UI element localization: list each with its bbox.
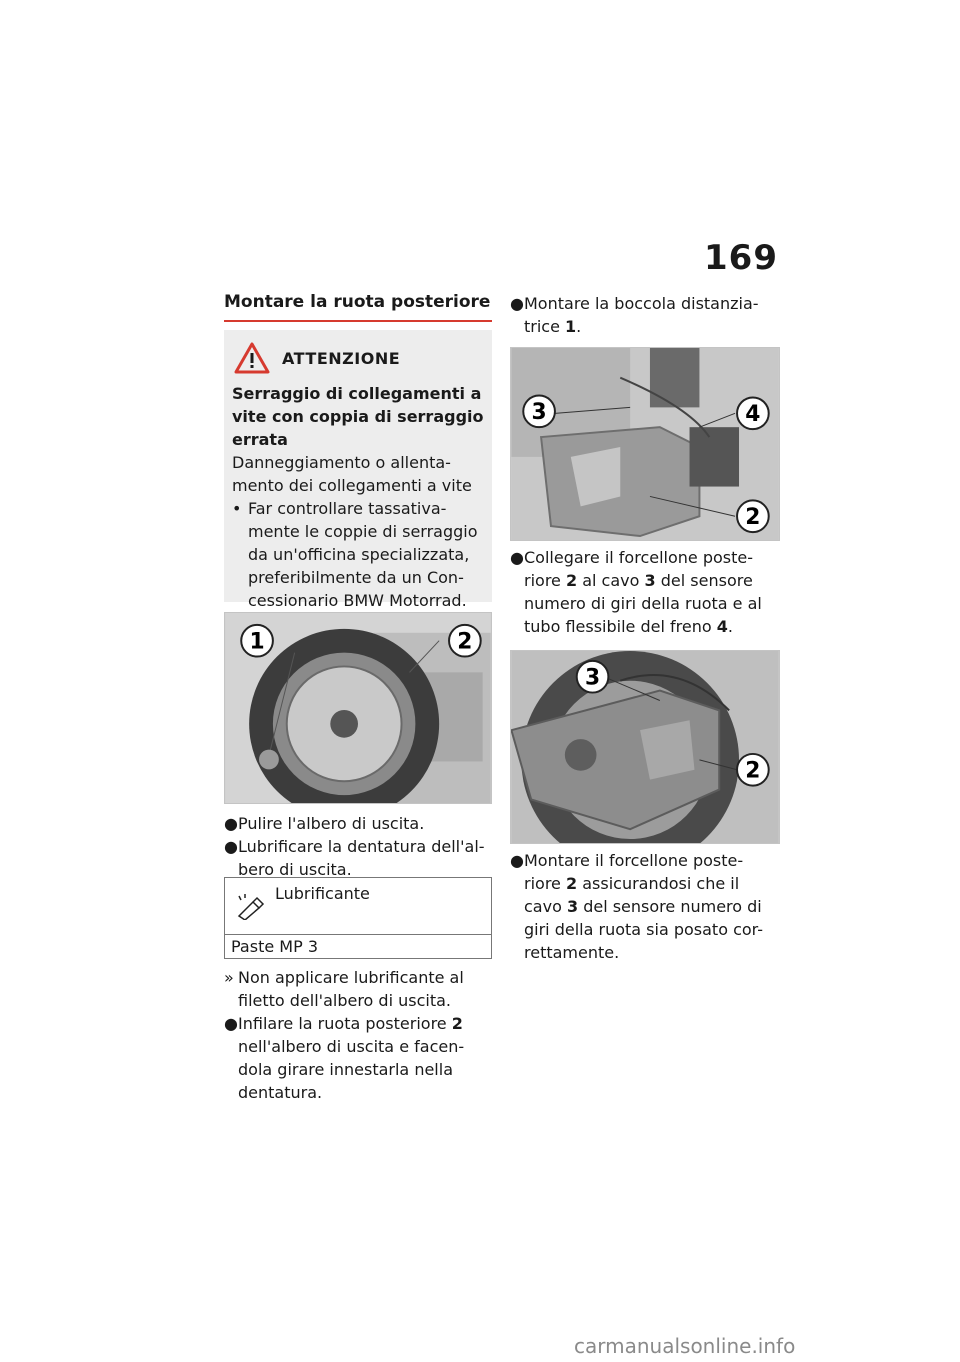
bullet-marker: • [232,499,242,518]
result-item [224,966,494,1012]
callout-1: 1 [249,629,265,655]
warning-box [224,330,492,610]
right-step-2 [510,546,780,638]
bullet-marker: ● [224,837,238,856]
section-title: Montare la ruota posteriore [224,292,492,322]
lubricant-box [224,877,492,959]
bullet-marker: ● [510,294,524,313]
left-steps-2 [224,966,494,1104]
ref-number: 2 [565,874,578,893]
warning-triangle-icon [234,342,270,374]
step-item [510,292,780,338]
step-text: Pulire l'albero di uscita. [238,814,425,833]
step-item [224,835,494,881]
callout-3: 3 [531,400,547,426]
right-step-3 [510,849,780,964]
step-text: Lubrificare la dentatura dell'al-bero di uscita. [238,837,485,879]
watermark: carmanualsonline.info [574,1334,796,1358]
warning-header [234,340,484,376]
bullet-marker: ● [224,814,238,833]
lubricant-tube-icon [235,892,265,920]
page-number: 169 [704,238,778,278]
ref-number: 1 [565,317,577,336]
callout-2: 2 [457,629,473,655]
figure-rear-wheel [224,612,492,804]
step-text: Montare il forcellone poste-riore 2 assicurandosi che il cavo 3 del sensore numero di giri della ruota sia posato cor-rettamente. [524,851,763,962]
lubricant-label: Lubrificante [275,884,370,903]
figure-swingarm-sensor [510,347,780,541]
step-item [510,849,780,964]
callout-2: 2 [745,758,761,784]
bullet-marker: ● [510,851,524,870]
ref-number: 2 [565,571,578,590]
step-text: Montare la boccola distanzia-trice 1. [524,294,759,336]
step-item [224,812,494,835]
callout-3: 3 [584,665,601,691]
result-text: Non applicare lubrificante al filetto dell'albero di uscita. [238,968,464,1010]
result-marker: » [224,968,234,987]
ref-number: 2 [451,1014,463,1033]
step-item [224,1012,494,1104]
bullet-marker: ● [510,548,524,567]
lubricant-value: Paste MP 3 [231,937,318,956]
warning-text: Danneggiamento o allenta-mento dei collegamenti a vite [232,453,472,495]
ref-number: 4 [716,617,728,636]
callout-4: 4 [745,402,761,428]
bullet-marker: ● [224,1014,238,1033]
left-steps [224,812,494,881]
callout-2: 2 [745,505,761,531]
step-text: Collegare il forcellone poste-riore 2 al cavo 3 del sensore numero di giri della ruota e al tubo flessibile del freno 4. [524,548,762,636]
warning-title: Serraggio di collegamenti a vite con coppia di serraggio errata [232,384,484,449]
step-text: Infilare la ruota posteriore 2 nell'albero di uscita e facen-dola girare innestarla nella dentatura. [238,1014,465,1102]
warning-heading: ATTENZIONE [282,348,401,368]
ref-number: 3 [644,571,656,590]
step-item [510,546,780,638]
warning-bullet [232,497,484,612]
figure-swingarm-wheel [510,650,780,844]
right-step-1 [510,292,780,338]
ref-number: 3 [566,897,579,916]
warning-bullet-text: Far controllare tassativa-mente le coppie di serraggio da un'officina specializzata, preferibilmente da un Con-cessionario BMW Motorrad. [248,499,478,610]
